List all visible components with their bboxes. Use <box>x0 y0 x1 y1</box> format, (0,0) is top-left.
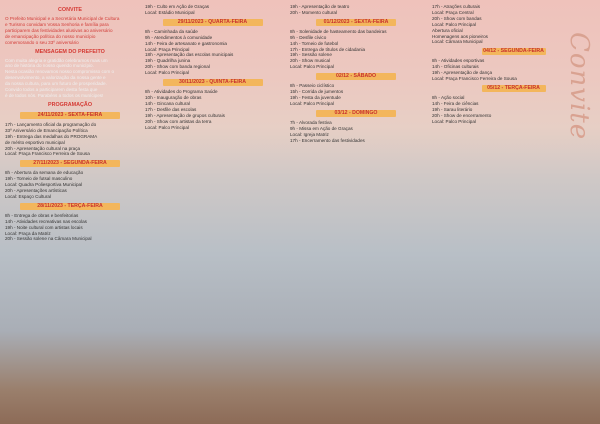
text-line: 8h - Solenidade de hasteamento das bandeiras <box>290 28 387 34</box>
date-header: 04/12 - SEGUNDA-FEIRA <box>483 48 544 55</box>
text-line: 19h - Apresentação de teatro <box>290 4 350 9</box>
text-line: Local: Praça da Matriz <box>5 230 51 236</box>
message-text <box>5 58 135 99</box>
text-line: 14h - Feira de artesanato e gastronomia <box>145 40 227 46</box>
text-line: 19h - Torneio de futsal masculino <box>5 176 73 182</box>
text-line: ano de história do nosso querido município. <box>5 63 94 69</box>
text-line: comemorando o seu 33º aniversário <box>5 39 79 45</box>
text-line: Local: Estádio Municipal <box>145 9 195 15</box>
date-header: 05/12 - TERÇA-FEIRA <box>482 85 546 92</box>
text-line: 17h - Desfile das escolas <box>145 106 197 112</box>
text-line: 19h - Festa da juventude <box>290 94 341 100</box>
text-line: Nesta ocasião renovamos nosso compromisso com o <box>5 69 115 75</box>
text-line: Com muita alegria e gratidão celebramos mais um <box>5 57 108 63</box>
day-block <box>5 112 135 157</box>
text-line: O Prefeito Municipal e a Secretária Municipal de Cultura <box>5 16 120 21</box>
text-line: 20h - Show musical <box>290 58 331 64</box>
text-line: 8h - Abertura da semana de educação <box>5 170 84 176</box>
date-header: 30/11/2023 - QUINTA-FEIRA <box>163 79 263 86</box>
text-line: 9h - Atendimentos à comunidade <box>145 34 213 40</box>
text-line: 8h - Atividades do Programa Saúde <box>145 89 218 95</box>
text-line: 10h - Inauguração de obras <box>145 94 202 100</box>
text-line: 20h - Show com banda regional <box>145 64 210 70</box>
text-line: Local: Palco Principal <box>432 21 476 27</box>
text-line: Convido todos a participarem desta festa que <box>5 87 98 93</box>
day-block <box>5 203 135 243</box>
text-line: 20h - Apresentação cultural na praça <box>5 145 81 151</box>
text-line: Abertura oficial <box>432 27 463 33</box>
text-line: desenvolvimento, a valorização da nossa gente e <box>5 75 106 81</box>
text-line: 19h - Sarau literário <box>432 106 473 112</box>
text-line: Local: Palco Principal <box>432 118 476 124</box>
panel-left <box>0 0 140 424</box>
date-header: 02/12 - SÁBADO <box>316 73 396 80</box>
text-line: 14h - Oficinas culturais <box>432 64 479 70</box>
intro-section <box>5 6 135 46</box>
day-block <box>290 19 422 70</box>
text-line: Local: Praça Francisco Ferreira de Sousa <box>5 151 90 157</box>
date-header: 27/11/2023 - SEGUNDA-FEIRA <box>20 160 120 167</box>
text-line: 19h - Culto em Ação de Graças <box>145 4 210 9</box>
text-line: 9h - Desfile cívico <box>290 34 327 40</box>
panel-center-left <box>140 0 285 424</box>
text-line: Local: Igreja Matriz <box>290 131 329 137</box>
text-line: 8h - Entrega de obras e benfeitorias <box>5 212 79 218</box>
text-line: 17h - Atrações culturais <box>432 4 481 9</box>
day-block <box>5 160 135 200</box>
text-line: Local: Praça Principal <box>145 46 190 52</box>
text-line: Local: Câmara Municipal <box>432 39 483 45</box>
text-line: Local: Palco Principal <box>145 70 189 76</box>
date-header: 29/11/2023 - QUARTA-FEIRA <box>163 19 263 26</box>
text-line: 20h - Show com artistas da terra <box>145 118 212 124</box>
text-line: 15h - Corrida de jumentos <box>290 89 344 95</box>
text-line: 17h - Entrega de títulos de cidadania <box>290 46 366 52</box>
text-line: 14h - Torneio de futebol <box>290 40 339 46</box>
day-block <box>145 19 280 76</box>
text-line: 20h - Show com bandas <box>432 15 482 21</box>
panel-right <box>427 0 600 424</box>
text-line: 19h - Noite cultural com artistas locais <box>5 224 83 230</box>
text-line: é de todos nós. Parabéns a todos os munícipes! <box>5 92 104 98</box>
text-line: 19h - Entrega das medalhas do PROGRAMA <box>5 133 98 139</box>
text-line: de emancipação política do nosso município <box>5 33 96 39</box>
text-line: 14h - Atividades recreativas nas escolas <box>5 218 87 224</box>
panel-center-right <box>285 0 427 424</box>
text-line: Homenagens aos pioneiros <box>432 33 488 39</box>
message-title: MENSAGEM DO PREFEITO <box>35 48 105 55</box>
text-line: Local: Quadra Poliesportiva Municipal <box>5 182 83 188</box>
text-line: Local: Praça Francisco Ferreira de Sousa <box>432 76 517 82</box>
brand-title: Convite <box>564 32 594 141</box>
text-line: 8h - Ação social <box>432 94 465 100</box>
text-line: 8h - Caminhada da saúde <box>145 28 198 34</box>
text-line: 8h - Atividades esportivas <box>432 58 485 64</box>
text-line: 18h - Apresentação das escolas municipais <box>145 52 234 58</box>
text-line: 17h - Encerramento das festividades <box>290 137 365 143</box>
text-line: 14h - Feira de ciências <box>432 100 479 106</box>
program-title: PROGRAMAÇÃO <box>47 101 93 108</box>
text-line: Local: Praça Central <box>432 9 474 15</box>
day-block <box>145 79 280 130</box>
text-line: 7h - Alvorada festiva <box>290 119 332 125</box>
text-line: 33º Aniversário de Emancipação Política <box>5 127 88 133</box>
schedule-center-left <box>145 19 280 131</box>
text-line: 19h - Apresentação de grupos culturais <box>145 112 225 118</box>
text-line: Local: Palco Principal <box>290 100 334 106</box>
text-line: 20h - Show de encerramento <box>432 112 492 118</box>
text-line: 8h - Passeio ciclístico <box>290 83 335 89</box>
text-line: 19h - Apresentação de dança <box>432 70 493 76</box>
text-line: e Turismo convidam Vossa Senhoria e família para <box>5 21 109 27</box>
text-line: Local: Espaço Cultural <box>5 193 51 199</box>
text-line: Local: Palco Principal <box>290 64 334 70</box>
text-line: 9h - Missa em Ação de Graças <box>290 125 353 131</box>
text-line: participarem das festividades alusivas ao aniversário <box>5 27 113 33</box>
schedule-left <box>5 112 135 243</box>
text-line: de mérito esportivo municipal <box>5 139 65 145</box>
intro-title: CONVITE <box>58 7 82 13</box>
day-block <box>290 110 422 144</box>
date-header: 03/12 - DOMINGO <box>316 110 396 117</box>
text-line: 20h - Sessão solene na Câmara Municipal <box>5 236 92 242</box>
date-header: 01/12/2023 - SEXTA-FEIRA <box>316 19 396 26</box>
date-header: 24/11/2023 - SEXTA-FEIRA <box>20 112 120 119</box>
text-line: 20h - Apresentações artísticas <box>5 188 67 194</box>
text-line: 19h - Sessão solene <box>290 52 332 58</box>
date-header: 28/11/2023 - TERÇA-FEIRA <box>20 203 120 210</box>
text-line: da nossa cultura, para um futuro de prosperidade. <box>5 81 107 87</box>
text-line: 14h - Gincana cultural <box>145 100 190 106</box>
text-line: 17h - Lançamento oficial da programação do <box>5 121 97 127</box>
text-line: Local: Palco Principal <box>145 124 189 130</box>
text-line: 19h - Quadrilha junina <box>145 58 191 64</box>
text-line: 20h - Momento cultural <box>290 9 337 15</box>
day-block <box>290 73 422 107</box>
schedule-center-right <box>290 19 422 144</box>
